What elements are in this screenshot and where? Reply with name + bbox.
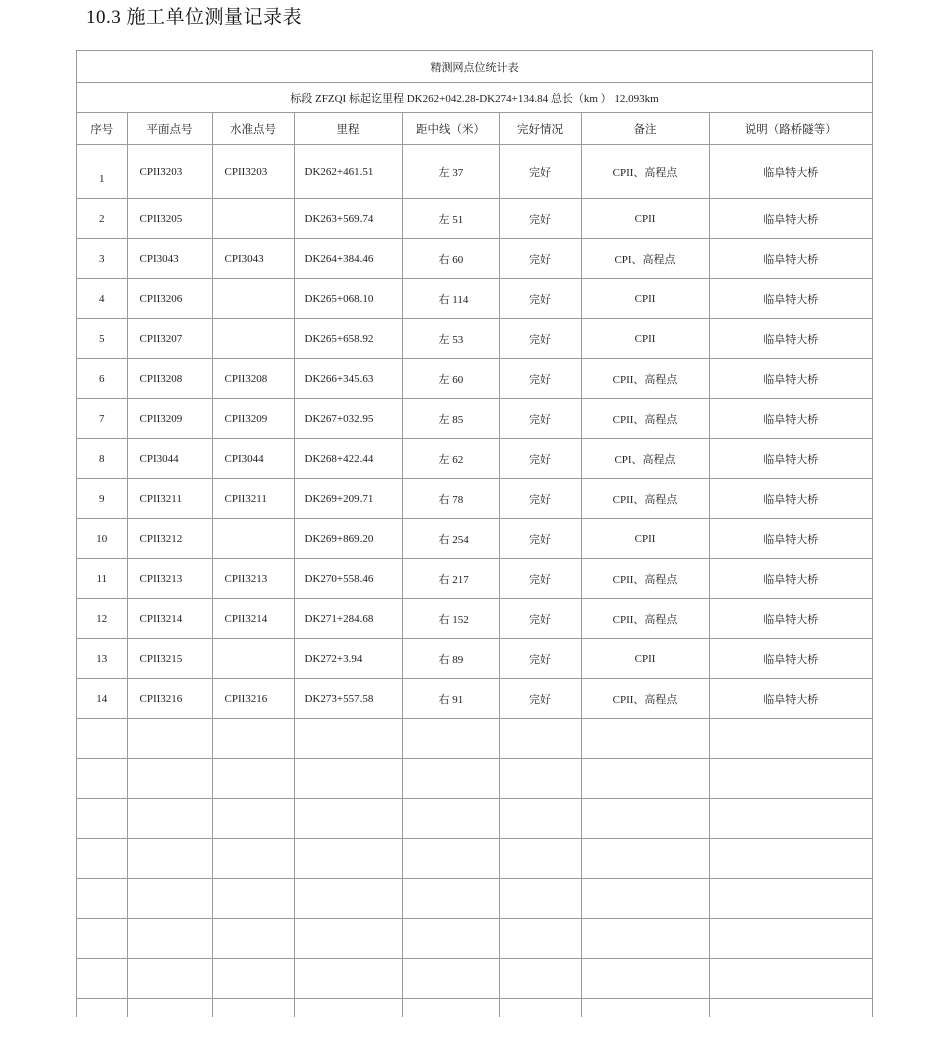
cell-note: CPII bbox=[581, 199, 709, 239]
cell-level-point: CPII3203 bbox=[212, 145, 294, 199]
cell-description: 临阜特大桥 bbox=[709, 399, 872, 439]
empty-cell bbox=[77, 839, 127, 879]
empty-cell bbox=[127, 799, 212, 839]
table-row bbox=[77, 679, 872, 719]
cell-condition: 完好 bbox=[499, 359, 581, 399]
cell-seq: 5 bbox=[77, 319, 127, 359]
cell-level-point: CPII3213 bbox=[212, 559, 294, 599]
cell-mileage: DK272+3.94 bbox=[294, 639, 402, 679]
cell-note: CPI、高程点 bbox=[581, 439, 709, 479]
empty-cell bbox=[581, 719, 709, 759]
cell-plane-point: CPII3205 bbox=[127, 199, 212, 239]
cell-distance: 左 62 bbox=[402, 439, 499, 479]
cell-description: 临阜特大桥 bbox=[709, 439, 872, 479]
cell-description: 临阜特大桥 bbox=[709, 199, 872, 239]
cell-note: CPII、高程点 bbox=[581, 599, 709, 639]
empty-cell bbox=[709, 959, 872, 999]
table-header-row bbox=[77, 113, 872, 145]
cell-level-point: CPI3043 bbox=[212, 239, 294, 279]
cell-description: 临阜特大桥 bbox=[709, 679, 872, 719]
cell-note: CPII、高程点 bbox=[581, 359, 709, 399]
empty-table-row bbox=[77, 999, 872, 1018]
cell-condition: 完好 bbox=[499, 479, 581, 519]
empty-cell bbox=[709, 719, 872, 759]
cell-distance: 右 89 bbox=[402, 639, 499, 679]
cell-seq: 8 bbox=[77, 439, 127, 479]
cell-plane-point: CPII3211 bbox=[127, 479, 212, 519]
cell-plane-point: CPII3207 bbox=[127, 319, 212, 359]
cell-mileage: DK262+461.51 bbox=[294, 145, 402, 199]
table-row bbox=[77, 239, 872, 279]
empty-cell bbox=[581, 839, 709, 879]
cell-distance: 右 152 bbox=[402, 599, 499, 639]
cell-mileage: DK263+569.74 bbox=[294, 199, 402, 239]
empty-cell bbox=[77, 879, 127, 919]
cell-description: 临阜特大桥 bbox=[709, 319, 872, 359]
cell-level-point bbox=[212, 519, 294, 559]
cell-description: 临阜特大桥 bbox=[709, 599, 872, 639]
empty-cell bbox=[127, 959, 212, 999]
cell-seq: 4 bbox=[77, 279, 127, 319]
cell-description: 临阜特大桥 bbox=[709, 359, 872, 399]
cell-condition: 完好 bbox=[499, 199, 581, 239]
empty-cell bbox=[499, 959, 581, 999]
cell-description: 临阜特大桥 bbox=[709, 559, 872, 599]
cell-mileage: DK265+068.10 bbox=[294, 279, 402, 319]
cell-condition: 完好 bbox=[499, 439, 581, 479]
empty-cell bbox=[294, 719, 402, 759]
cell-condition: 完好 bbox=[499, 319, 581, 359]
cell-condition: 完好 bbox=[499, 145, 581, 199]
page-title: 10.3 施工单位测量记录表 bbox=[86, 7, 303, 28]
cell-distance: 右 78 bbox=[402, 479, 499, 519]
cell-level-point bbox=[212, 199, 294, 239]
empty-cell bbox=[127, 999, 212, 1018]
cell-mileage: DK271+284.68 bbox=[294, 599, 402, 639]
cell-seq: 13 bbox=[77, 639, 127, 679]
cell-plane-point: CPII3209 bbox=[127, 399, 212, 439]
table-row bbox=[77, 479, 872, 519]
cell-level-point bbox=[212, 639, 294, 679]
empty-cell bbox=[581, 799, 709, 839]
empty-cell bbox=[212, 719, 294, 759]
empty-cell bbox=[402, 799, 499, 839]
empty-cell bbox=[212, 879, 294, 919]
survey-points-table bbox=[77, 51, 872, 1017]
cell-note: CPII bbox=[581, 279, 709, 319]
cell-seq: 1 bbox=[77, 145, 127, 199]
cell-condition: 完好 bbox=[499, 399, 581, 439]
empty-table-row bbox=[77, 759, 872, 799]
empty-cell bbox=[77, 959, 127, 999]
table-row bbox=[77, 559, 872, 599]
cell-seq: 3 bbox=[77, 239, 127, 279]
empty-cell bbox=[127, 759, 212, 799]
section-info-row bbox=[77, 83, 872, 113]
cell-mileage: DK268+422.44 bbox=[294, 439, 402, 479]
cell-mileage: DK273+557.58 bbox=[294, 679, 402, 719]
cell-condition: 完好 bbox=[499, 519, 581, 559]
empty-cell bbox=[499, 839, 581, 879]
empty-cell bbox=[212, 999, 294, 1018]
empty-cell bbox=[127, 839, 212, 879]
cell-distance: 左 37 bbox=[402, 145, 499, 199]
cell-plane-point: CPI3043 bbox=[127, 239, 212, 279]
empty-cell bbox=[294, 919, 402, 959]
table-row bbox=[77, 319, 872, 359]
cell-seq: 6 bbox=[77, 359, 127, 399]
cell-mileage: DK270+558.46 bbox=[294, 559, 402, 599]
table-row bbox=[77, 399, 872, 439]
empty-cell bbox=[709, 999, 872, 1018]
empty-cell bbox=[77, 999, 127, 1018]
cell-note: CPI、高程点 bbox=[581, 239, 709, 279]
table-row bbox=[77, 199, 872, 239]
empty-cell bbox=[402, 879, 499, 919]
cell-seq: 14 bbox=[77, 679, 127, 719]
empty-cell bbox=[77, 919, 127, 959]
cell-distance: 右 254 bbox=[402, 519, 499, 559]
cell-condition: 完好 bbox=[499, 279, 581, 319]
cell-note: CPII、高程点 bbox=[581, 559, 709, 599]
cell-seq: 9 bbox=[77, 479, 127, 519]
empty-cell bbox=[581, 959, 709, 999]
empty-cell bbox=[127, 919, 212, 959]
empty-cell bbox=[294, 839, 402, 879]
cell-seq: 7 bbox=[77, 399, 127, 439]
cell-description: 临阜特大桥 bbox=[709, 239, 872, 279]
empty-cell bbox=[499, 799, 581, 839]
empty-cell bbox=[294, 959, 402, 999]
empty-cell bbox=[581, 759, 709, 799]
empty-cell bbox=[127, 879, 212, 919]
empty-cell bbox=[212, 839, 294, 879]
cell-condition: 完好 bbox=[499, 559, 581, 599]
cell-distance: 左 85 bbox=[402, 399, 499, 439]
empty-cell bbox=[402, 959, 499, 999]
empty-table-row bbox=[77, 959, 872, 999]
cell-mileage: DK269+209.71 bbox=[294, 479, 402, 519]
cell-distance: 右 60 bbox=[402, 239, 499, 279]
cell-seq: 12 bbox=[77, 599, 127, 639]
header-note: 备注 bbox=[581, 113, 709, 145]
cell-note: CPII、高程点 bbox=[581, 399, 709, 439]
empty-cell bbox=[581, 879, 709, 919]
cell-level-point bbox=[212, 279, 294, 319]
header-description: 说明（路桥隧等） bbox=[709, 113, 872, 145]
cell-plane-point: CPII3203 bbox=[127, 145, 212, 199]
section-info: 标段 ZFZQI 标起讫里程 DK262+042.28-DK274+134.84 总长（km ） 12.093km bbox=[77, 83, 872, 113]
cell-plane-point: CPII3213 bbox=[127, 559, 212, 599]
empty-cell bbox=[709, 839, 872, 879]
empty-cell bbox=[499, 999, 581, 1018]
cell-level-point: CPI3044 bbox=[212, 439, 294, 479]
table-row bbox=[77, 519, 872, 559]
table-row bbox=[77, 599, 872, 639]
cell-plane-point: CPII3206 bbox=[127, 279, 212, 319]
empty-table-row bbox=[77, 799, 872, 839]
empty-cell bbox=[212, 959, 294, 999]
cell-description: 临阜特大桥 bbox=[709, 145, 872, 199]
cell-description: 临阜特大桥 bbox=[709, 639, 872, 679]
cell-condition: 完好 bbox=[499, 679, 581, 719]
cell-plane-point: CPII3208 bbox=[127, 359, 212, 399]
empty-cell bbox=[212, 919, 294, 959]
empty-cell bbox=[709, 879, 872, 919]
empty-cell bbox=[709, 799, 872, 839]
cell-description: 临阜特大桥 bbox=[709, 479, 872, 519]
empty-cell bbox=[499, 759, 581, 799]
cell-distance: 右 114 bbox=[402, 279, 499, 319]
empty-cell bbox=[77, 719, 127, 759]
cell-note: CPII bbox=[581, 319, 709, 359]
cell-seq: 2 bbox=[77, 199, 127, 239]
cell-level-point: CPII3211 bbox=[212, 479, 294, 519]
empty-cell bbox=[581, 999, 709, 1018]
empty-cell bbox=[77, 759, 127, 799]
empty-cell bbox=[581, 919, 709, 959]
empty-cell bbox=[212, 759, 294, 799]
table-row bbox=[77, 359, 872, 399]
cell-distance: 左 60 bbox=[402, 359, 499, 399]
table-row bbox=[77, 145, 872, 199]
empty-cell bbox=[294, 759, 402, 799]
header-plane-point: 平面点号 bbox=[127, 113, 212, 145]
cell-level-point: CPII3209 bbox=[212, 399, 294, 439]
empty-cell bbox=[499, 719, 581, 759]
table-row bbox=[77, 639, 872, 679]
empty-cell bbox=[499, 919, 581, 959]
empty-table-row bbox=[77, 879, 872, 919]
cell-mileage: DK267+032.95 bbox=[294, 399, 402, 439]
header-level-point: 水准点号 bbox=[212, 113, 294, 145]
survey-record-table-sheet bbox=[76, 50, 873, 1017]
cell-plane-point: CPII3212 bbox=[127, 519, 212, 559]
table-title: 精测网点位统计表 bbox=[77, 51, 872, 83]
cell-seq: 10 bbox=[77, 519, 127, 559]
empty-cell bbox=[212, 799, 294, 839]
cell-note: CPII、高程点 bbox=[581, 679, 709, 719]
empty-cell bbox=[499, 879, 581, 919]
cell-description: 临阜特大桥 bbox=[709, 519, 872, 559]
cell-condition: 完好 bbox=[499, 599, 581, 639]
cell-distance: 右 217 bbox=[402, 559, 499, 599]
empty-table-row bbox=[77, 839, 872, 879]
cell-plane-point: CPII3215 bbox=[127, 639, 212, 679]
cell-level-point: CPII3208 bbox=[212, 359, 294, 399]
empty-cell bbox=[402, 719, 499, 759]
cell-level-point: CPII3216 bbox=[212, 679, 294, 719]
cell-note: CPII、高程点 bbox=[581, 145, 709, 199]
cell-level-point bbox=[212, 319, 294, 359]
cell-description: 临阜特大桥 bbox=[709, 279, 872, 319]
empty-cell bbox=[127, 719, 212, 759]
cell-distance: 左 53 bbox=[402, 319, 499, 359]
table-row bbox=[77, 279, 872, 319]
header-condition: 完好情况 bbox=[499, 113, 581, 145]
cell-plane-point: CPII3214 bbox=[127, 599, 212, 639]
empty-cell bbox=[402, 759, 499, 799]
cell-mileage: DK269+869.20 bbox=[294, 519, 402, 559]
empty-cell bbox=[294, 999, 402, 1018]
header-mileage: 里程 bbox=[294, 113, 402, 145]
empty-cell bbox=[77, 799, 127, 839]
empty-cell bbox=[402, 839, 499, 879]
cell-note: CPII、高程点 bbox=[581, 479, 709, 519]
empty-table-row bbox=[77, 719, 872, 759]
empty-cell bbox=[709, 759, 872, 799]
cell-mileage: DK264+384.46 bbox=[294, 239, 402, 279]
cell-distance: 左 51 bbox=[402, 199, 499, 239]
cell-plane-point: CPI3044 bbox=[127, 439, 212, 479]
empty-cell bbox=[294, 799, 402, 839]
header-distance: 距中线（米） bbox=[402, 113, 499, 145]
cell-note: CPII bbox=[581, 639, 709, 679]
header-seq: 序号 bbox=[77, 113, 127, 145]
cell-mileage: DK266+345.63 bbox=[294, 359, 402, 399]
cell-level-point: CPII3214 bbox=[212, 599, 294, 639]
empty-cell bbox=[402, 919, 499, 959]
cell-plane-point: CPII3216 bbox=[127, 679, 212, 719]
table-title-row bbox=[77, 51, 872, 83]
cell-condition: 完好 bbox=[499, 639, 581, 679]
cell-note: CPII bbox=[581, 519, 709, 559]
cell-mileage: DK265+658.92 bbox=[294, 319, 402, 359]
empty-cell bbox=[709, 919, 872, 959]
cell-condition: 完好 bbox=[499, 239, 581, 279]
table-row bbox=[77, 439, 872, 479]
cell-seq: 11 bbox=[77, 559, 127, 599]
empty-cell bbox=[402, 999, 499, 1018]
cell-distance: 右 91 bbox=[402, 679, 499, 719]
empty-table-row bbox=[77, 919, 872, 959]
empty-cell bbox=[294, 879, 402, 919]
